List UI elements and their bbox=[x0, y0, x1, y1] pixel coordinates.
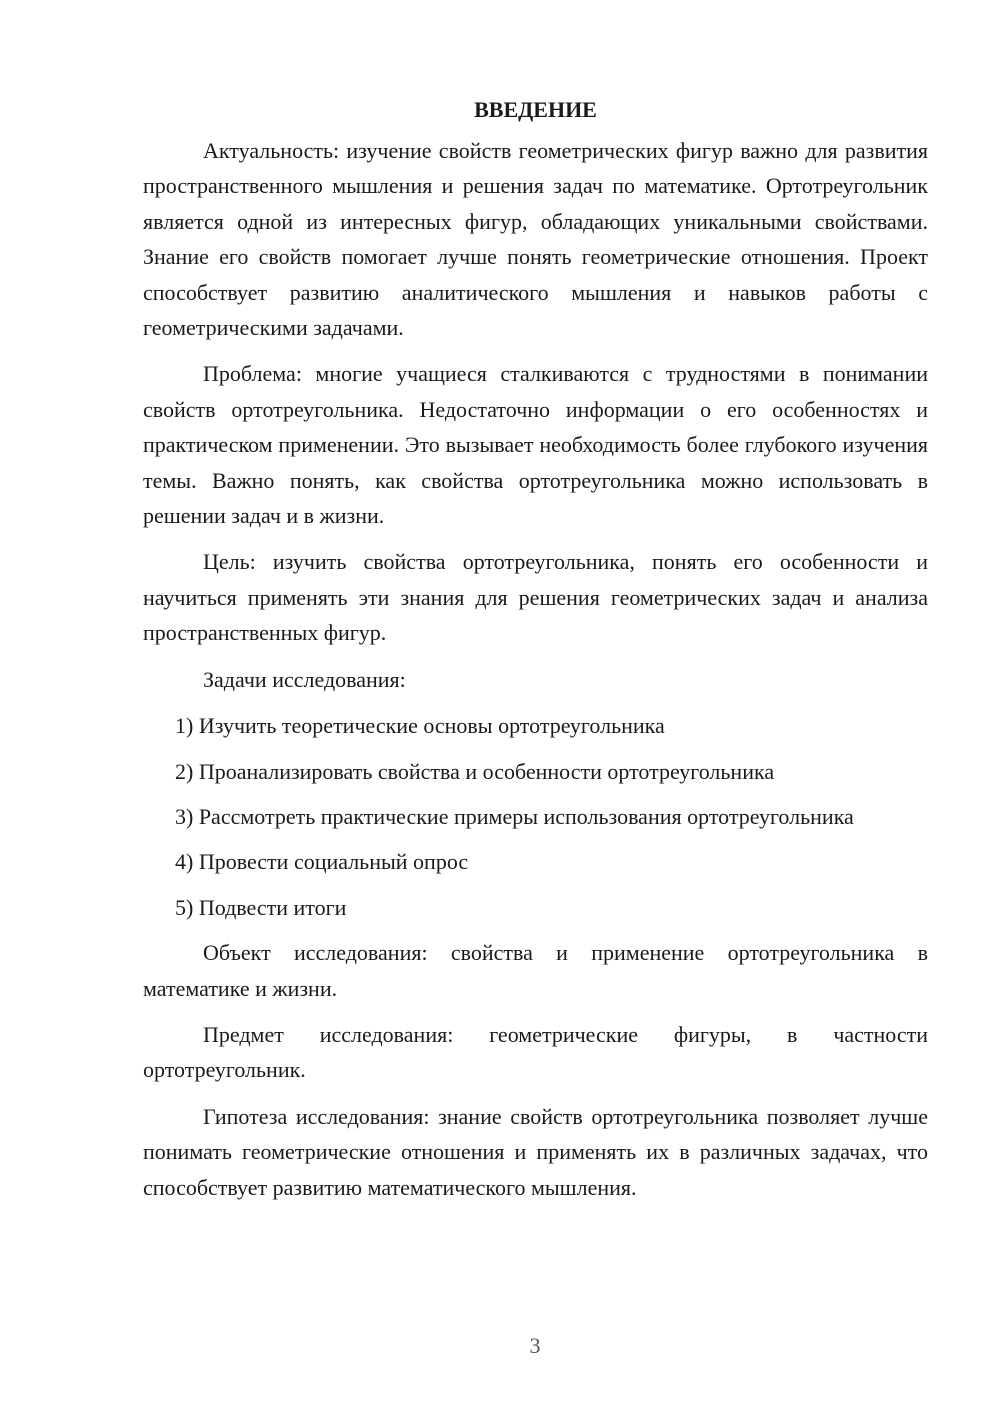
goal-paragraph: Цель: изучить свойства ортотреугольника, понять его особенности и научиться применять эти знания для решения геометрических задач и анализа пространственных фигур. bbox=[143, 549, 928, 646]
task-item-1: 1) Изучить теоретические основы ортотреугольника bbox=[175, 713, 665, 739]
object-paragraph: Объект исследования: свойства и применение ортотреугольника в математике и жизни. bbox=[143, 940, 928, 1001]
subject-paragraph: Предмет исследования: геометрические фигуры, в частности ортотреугольник. bbox=[143, 1021, 928, 1083]
task-item-3: 3) Рассмотреть практические примеры использования ортотреугольника bbox=[175, 803, 854, 829]
task-item-5: 5) Подвести итоги bbox=[175, 894, 347, 920]
hypothesis-paragraph: Гипотеза исследования: знание свойств ортотреугольника позволяет лучше понимать геометрические отношения и применять их в различных задачах, что способствует развитию математического мышления. bbox=[143, 1103, 928, 1200]
page-number: 3 bbox=[529, 1333, 541, 1358]
task-item-2: 2) Проанализировать свойства и особенности ортотреугольника bbox=[175, 758, 775, 784]
page-title: ВВЕДЕНИЕ bbox=[474, 97, 597, 122]
tasks-heading: Задачи исследования: bbox=[203, 666, 406, 692]
relevance-paragraph: Актуальность: изучение свойств геометрических фигур важно для развития пространственного мышления и решения задач по математике. Ортотреугольник является одной из интересных фигур, обладающих уникальными свойствами. Знание его свойств помогает лучше понять геометрические отношения. Проект способствует развитию аналитического мышления и навыков работы с геометрическими задачами. bbox=[143, 138, 928, 341]
task-item-4: 4) Провести социальный опрос bbox=[175, 849, 469, 875]
problem-paragraph: Проблема: многие учащиеся сталкиваются с трудностями в понимании свойств ортотреугольника. Недостаточно информации о его особенностях и практическом применении. Это вызывает необходимость более глубокого изучения темы. Важно понять, как свойства ортотреугольника можно использовать в решении задач и в жизни. bbox=[143, 361, 928, 529]
document-page bbox=[143, 92, 928, 1216]
